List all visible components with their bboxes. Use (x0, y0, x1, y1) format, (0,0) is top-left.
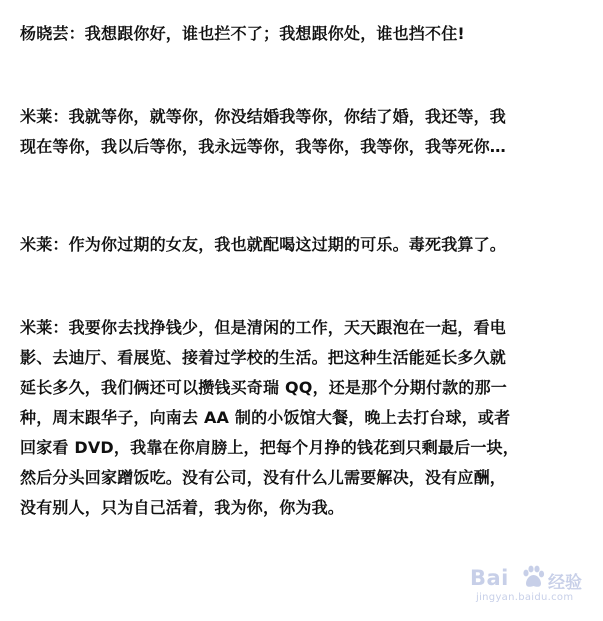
watermark-brand: Bai (470, 566, 509, 590)
baidu-jingyan-watermark (470, 562, 590, 612)
paragraph-milai-life (20, 313, 588, 523)
paragraph-milai-waiting (20, 102, 588, 162)
paragraph-yang-xiaoyun (20, 19, 588, 49)
watermark-url: jingyan.baidu.com (476, 592, 574, 603)
text-line: 然后分头回家蹭饭吃。没有公司，没有什么儿需要解决，没有应酬， (20, 468, 507, 487)
text-line: 种，周末跟华子，向南去 AA 制的小饭馆大餐，晚上去打台球，或者 (20, 408, 511, 427)
text-line: 延长多久，我们俩还可以攒钱买奇瑞 QQ，还是那个分期付款的那一 (20, 378, 507, 397)
text-line: 杨晓芸：我想跟你好，谁也拦不了；我想跟你处，谁也挡不住! (20, 24, 465, 43)
baidu-paw-icon (520, 564, 546, 590)
text-line: 米莱：我就等你，就等你，你没结婚我等你，你结了婚，我还等，我 (20, 107, 507, 126)
text-line: 现在等你，我以后等你，我永远等你，我等你，我等你，我等死你… (20, 137, 507, 156)
text-line: 影、去迪厅、看展览、接着过学校的生活。把这种生活能延长多久就 (20, 348, 507, 367)
text-line: 米莱：作为你过期的女友，我也就配喝这过期的可乐。毒死我算了。 (20, 235, 507, 254)
paragraph-milai-cola (20, 230, 588, 260)
watermark-brand-suffix: 经验 (548, 573, 582, 593)
text-line: 回家看 DVD，我靠在你肩膀上，把每个月挣的钱花到只剩最后一块， (20, 438, 519, 457)
text-line: 没有别人，只为自己活着，我为你，你为我。 (20, 498, 345, 517)
text-line: 米莱：我要你去找挣钱少，但是清闲的工作，天天跟泡在一起，看电 (20, 318, 507, 337)
